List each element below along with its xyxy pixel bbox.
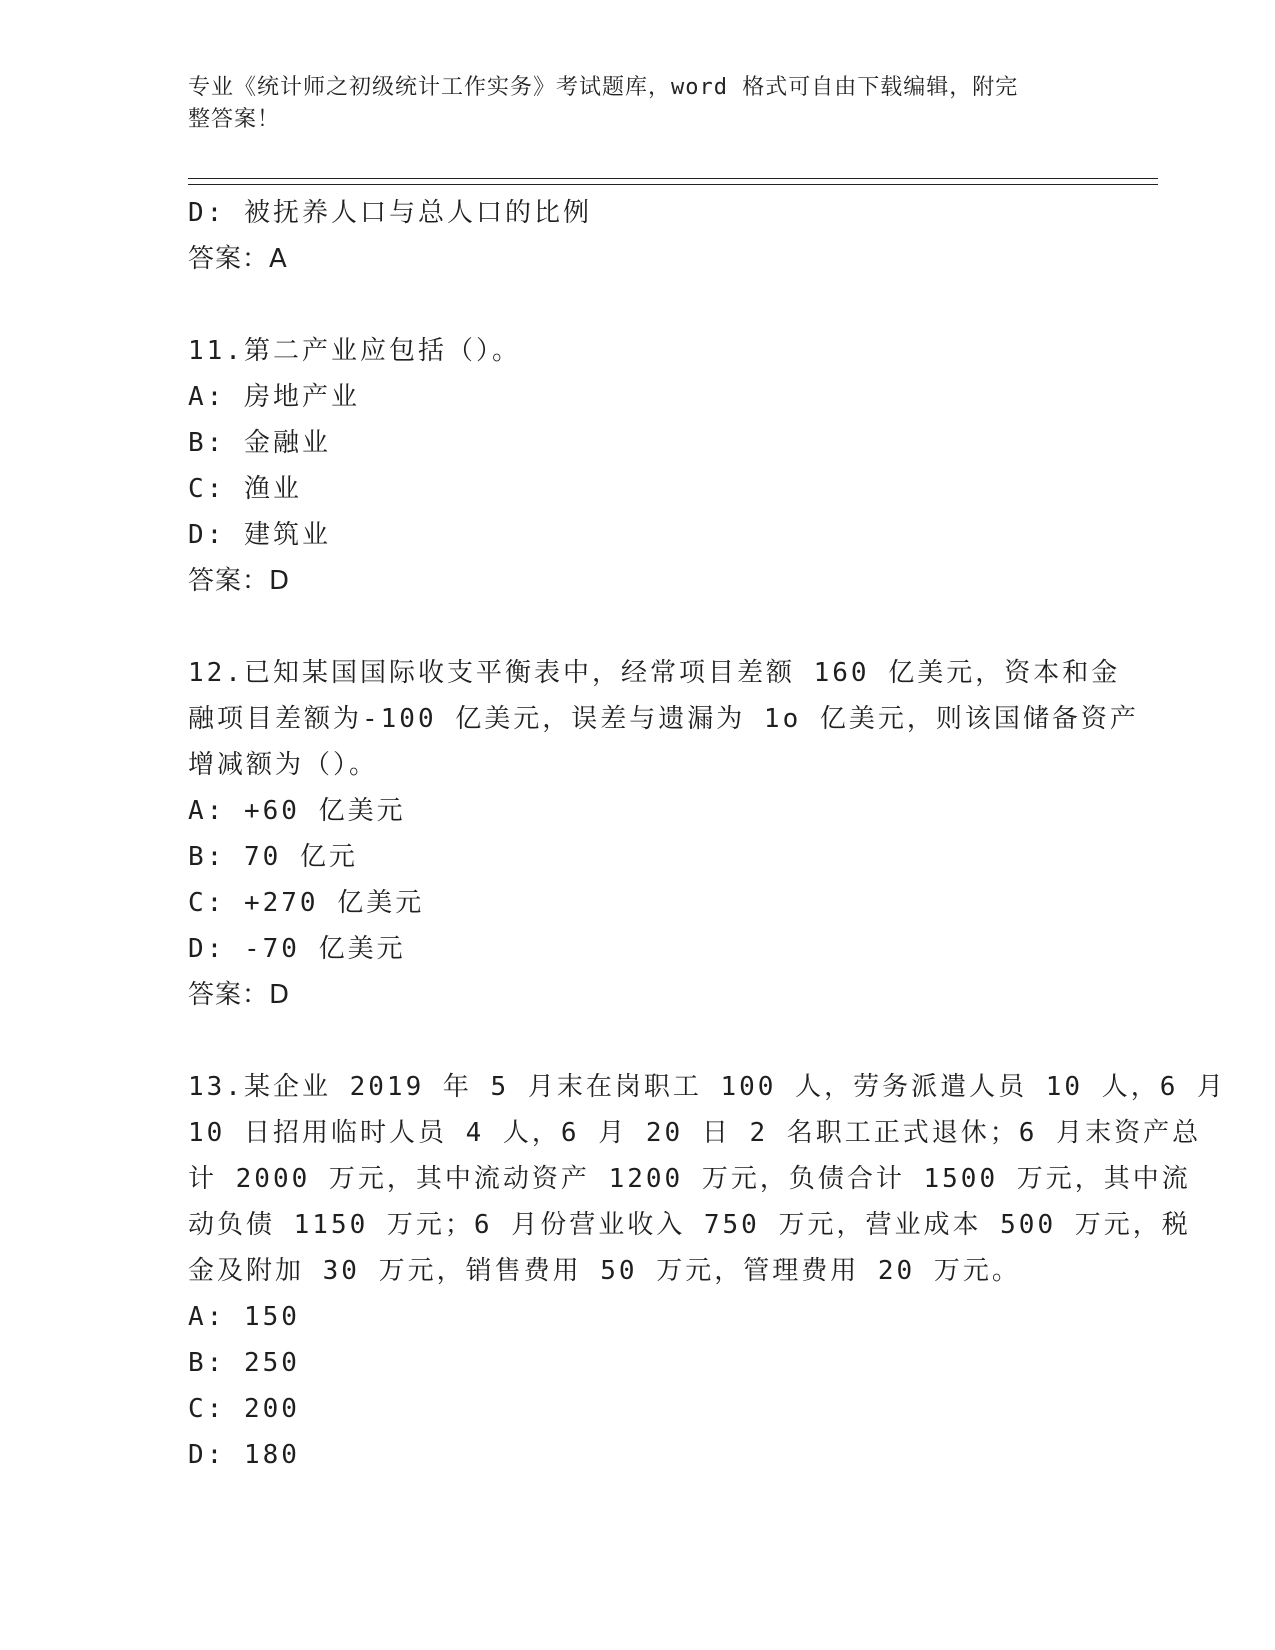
header-rule-top	[188, 178, 1158, 179]
question-11-text: 11.第二产业应包括（）。	[188, 336, 521, 366]
q12-option-c: C: +270 亿美元	[188, 888, 425, 918]
q11-option-b: B: 金融业	[188, 428, 331, 458]
q12-option-b: B: 70 亿元	[188, 842, 358, 872]
spacer	[188, 1018, 1088, 1064]
q13-option-d: D: 180	[188, 1440, 300, 1470]
header-line-2: 整答案！	[188, 107, 281, 132]
prev-option-d: D: 被抚养人口与总人口的比例	[188, 198, 592, 228]
q13-line-2: 10 日招用临时人员 4 人，6 月 20 日 2 名职工正式退休；6 月末资产总	[188, 1118, 1202, 1148]
q12-line-3: 增减额为（）。	[188, 750, 379, 780]
q11-option-c: C: 渔业	[188, 474, 302, 504]
q12-option-d: D: -70 亿美元	[188, 934, 406, 964]
q13-option-b: B: 250	[188, 1348, 300, 1378]
header-rule-bottom	[188, 184, 1158, 185]
q12-line-1: 12.已知某国国际收支平衡表中，经常项目差额 160 亿美元，资本和金	[188, 658, 1121, 688]
q13-line-1: 13.某企业 2019 年 5 月末在岗职工 100 人，劳务派遣人员 10 人，6 月	[188, 1072, 1227, 1102]
q11-option-d: D: 建筑业	[188, 520, 331, 550]
document-header	[188, 72, 1068, 136]
q13-line-4: 动负债 1150 万元；6 月份营业收入 750 万元，营业成本 500 万元，税	[188, 1210, 1191, 1240]
prev-answer: 答案：A	[188, 244, 288, 274]
q13-option-a: A: 150	[188, 1302, 300, 1332]
spacer	[188, 604, 1088, 650]
document-body	[188, 190, 1227, 1478]
question-13-text	[188, 1064, 1227, 1294]
q13-option-c: C: 200	[188, 1394, 300, 1424]
spacer	[188, 282, 1088, 328]
question-12-text	[188, 650, 1139, 788]
q13-line-3: 计 2000 万元，其中流动资产 1200 万元，负债合计 1500 万元，其中流	[188, 1164, 1191, 1194]
q11-answer: 答案：D	[188, 566, 291, 596]
q12-line-2: 融项目差额为-100 亿美元，误差与遗漏为 1o 亿美元，则该国储备资产	[188, 704, 1139, 734]
q12-option-a: A: +60 亿美元	[188, 796, 406, 826]
q13-line-5: 金及附加 30 万元，销售费用 50 万元，管理费用 20 万元。	[188, 1256, 1021, 1286]
header-line-1: 专业《统计师之初级统计工作实务》考试题库，word 格式可自由下载编辑，附完	[188, 75, 1019, 100]
q11-option-a: A: 房地产业	[188, 382, 360, 412]
q12-answer: 答案：D	[188, 980, 291, 1010]
